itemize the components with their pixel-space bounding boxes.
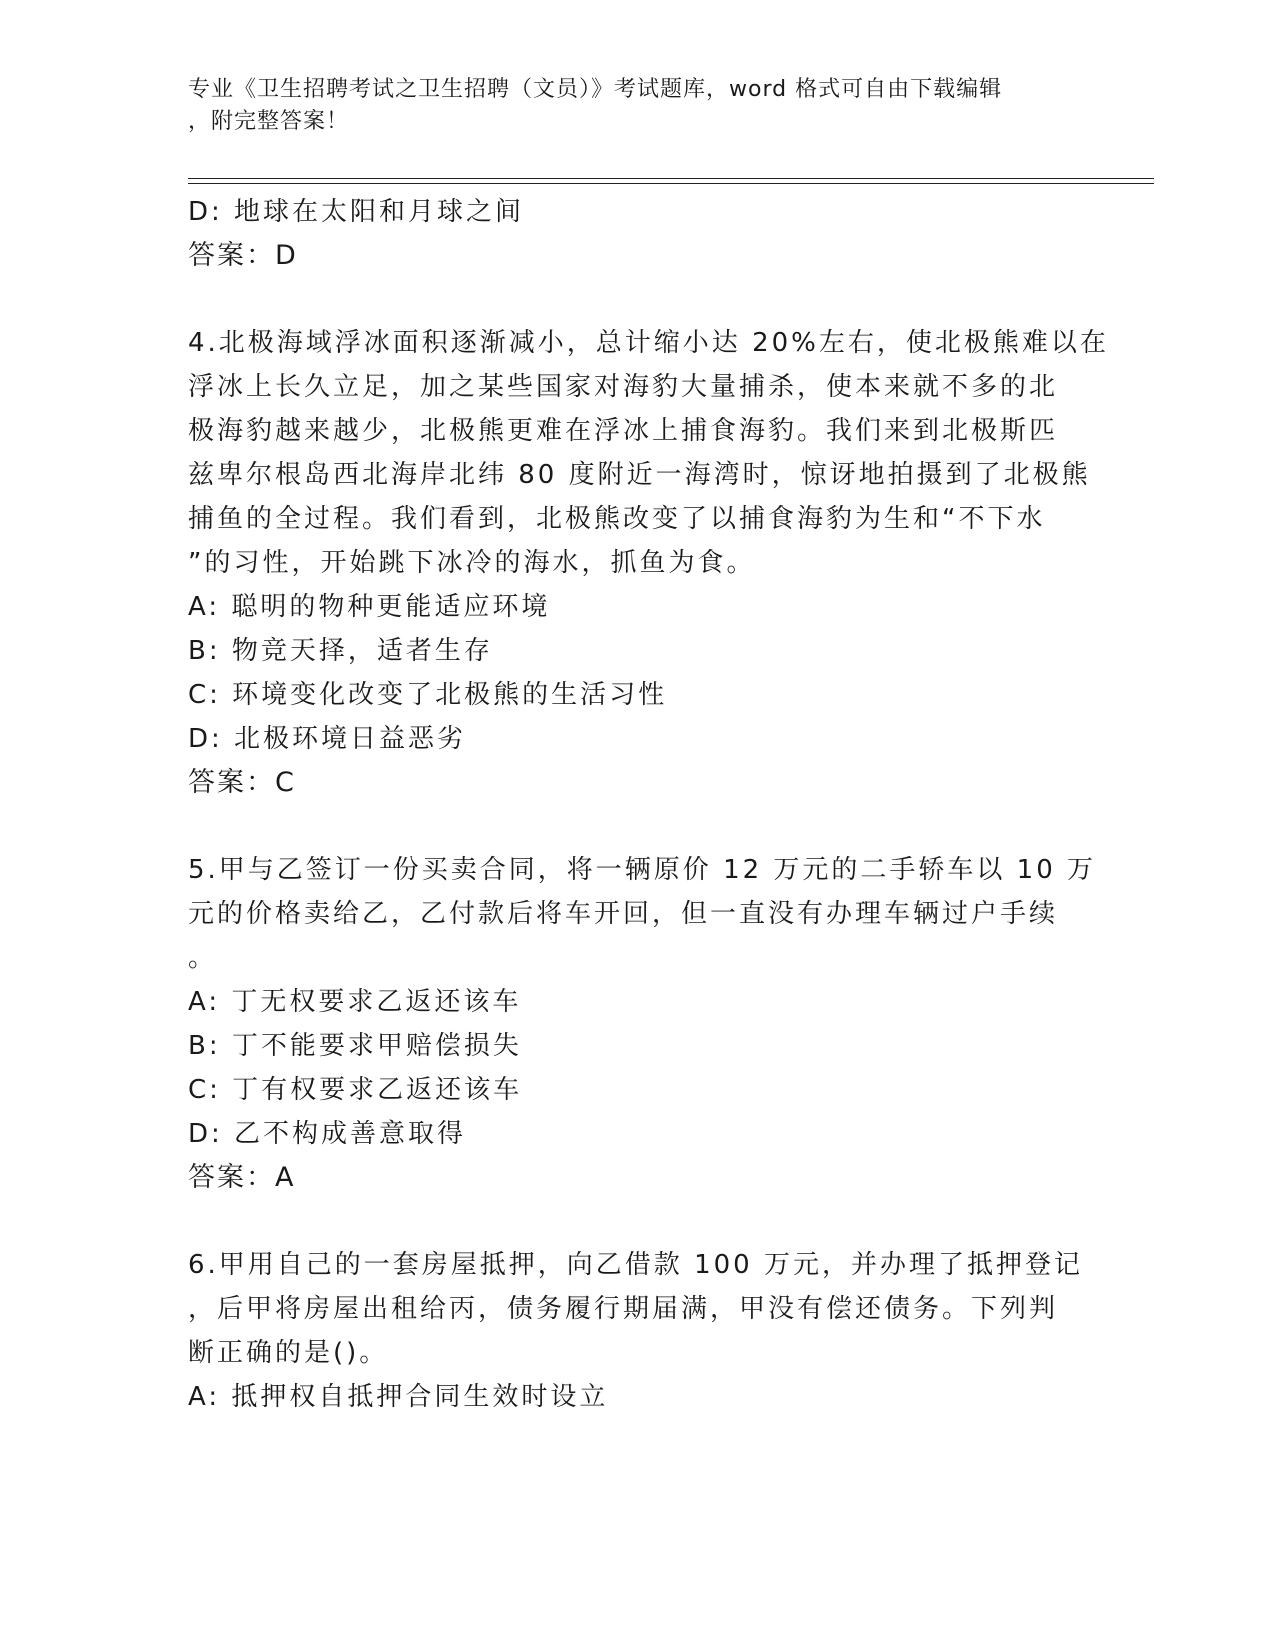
q4-option-b: B: 物竞天择，适者生存 xyxy=(188,636,493,666)
q4-stem-line: 4.北极海域浮冰面积逐渐减小，总计缩小达 20%左右，使北极熊难以在 xyxy=(188,328,1109,358)
q5-answer: 答案：A xyxy=(188,1162,296,1193)
q6-stem-line: ，后甲将房屋出租给丙，债务履行期届满，甲没有偿还债务。下列判 xyxy=(188,1294,1059,1324)
q5-option-d: D: 乙不构成善意取得 xyxy=(188,1119,467,1149)
q4-stem-line: ”的习性，开始跳下冰冷的海水，抓鱼为食。 xyxy=(188,548,756,578)
q4-stem-line: 浮冰上长久立足，加之某些国家对海豹大量捕杀，使本来就不多的北 xyxy=(188,372,1059,402)
q6-stem-line: 断正确的是()。 xyxy=(188,1338,389,1368)
header-line-1: 专业《卫生招聘考试之卫生招聘（文员）》考试题库，word 格式可自由下载编辑 xyxy=(188,77,1003,102)
q6-option-a: A: 抵押权自抵押合同生效时设立 xyxy=(188,1382,609,1412)
q5-stem-line: 元的价格卖给乙，乙付款后将车开回，但一直没有办理车辆过户手续 xyxy=(188,899,1059,929)
q4-stem-line: 捕鱼的全过程。我们看到，北极熊改变了以捕食海豹为生和“不下水 xyxy=(188,504,1046,534)
prev-option-d: D: 地球在太阳和月球之间 xyxy=(188,197,525,227)
q4-answer: 答案：C xyxy=(188,767,296,798)
header-rule-bottom xyxy=(188,183,1154,184)
q6-stem-line: 6.甲用自己的一套房屋抵押，向乙借款 100 万元，并办理了抵押登记 xyxy=(188,1250,1083,1280)
q4-stem-line: 兹卑尔根岛西北海岸北纬 80 度附近一海湾时，惊讶地拍摄到了北极熊 xyxy=(188,460,1091,490)
header-line-2: ，附完整答案！ xyxy=(188,109,350,134)
q4-option-c: C: 环境变化改变了北极熊的生活习性 xyxy=(188,680,668,710)
q5-option-a: A: 丁无权要求乙返还该车 xyxy=(188,987,522,1017)
q4-option-d: D: 北极环境日益恶劣 xyxy=(188,724,467,754)
q5-stem-line: 。 xyxy=(188,943,218,973)
header-rule-top xyxy=(188,178,1154,179)
q5-option-c: C: 丁有权要求乙返还该车 xyxy=(188,1075,523,1105)
q4-stem-line: 极海豹越来越少，北极熊更难在浮冰上捕食海豹。我们来到北极斯匹 xyxy=(188,416,1059,446)
document-header xyxy=(188,74,1088,138)
q4-option-a: A: 聪明的物种更能适应环境 xyxy=(188,592,551,622)
prev-answer: 答案：D xyxy=(188,240,298,271)
q5-stem-line: 5.甲与乙签订一份买卖合同，将一辆原价 12 万元的二手轿车以 10 万 xyxy=(188,855,1097,885)
q5-option-b: B: 丁不能要求甲赔偿损失 xyxy=(188,1031,522,1061)
